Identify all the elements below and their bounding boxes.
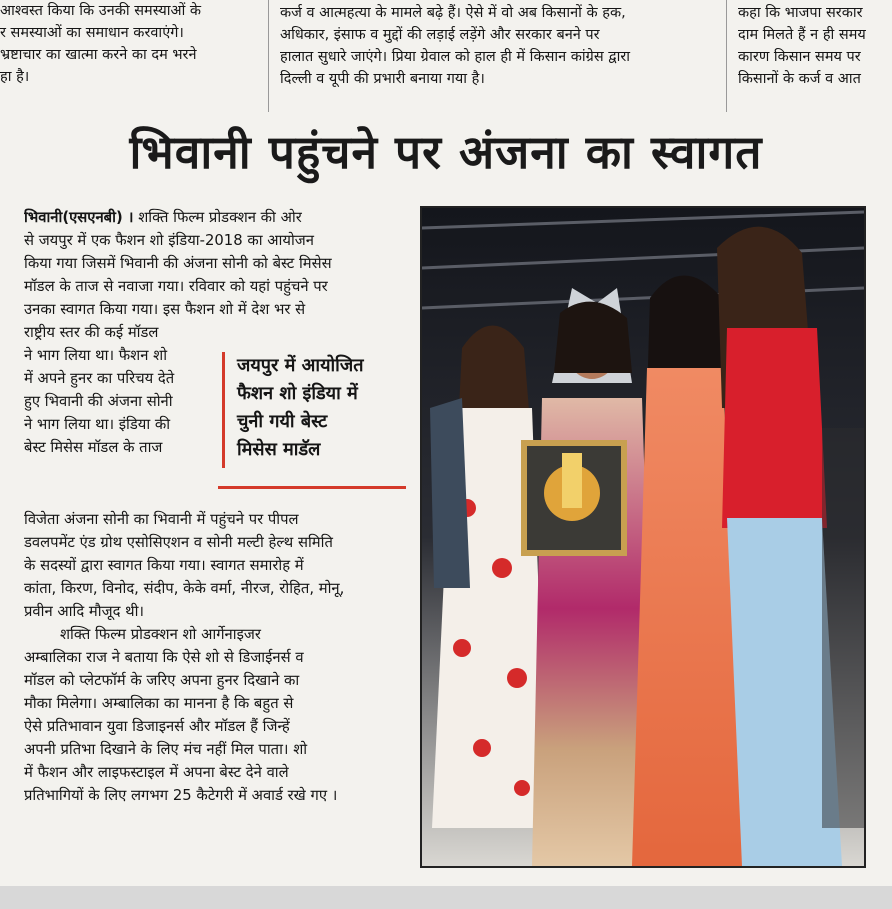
event-photo xyxy=(420,206,866,868)
text-line: में अपने हुनर का परिचय देते xyxy=(24,370,175,387)
article-body-lower xyxy=(24,508,406,807)
column-divider xyxy=(726,0,727,112)
text-line: किसानों के कर्ज व आत xyxy=(738,71,861,87)
text-line: किया गया जिसमें भिवानी की अंजना सोनी को बेस्ट मिसेस xyxy=(24,255,332,272)
text-line: विजेता अंजना सोनी का भिवानी में पहुंचने पर पीपल xyxy=(24,511,299,528)
text-line: कारण किसान समय पर xyxy=(738,49,861,65)
text-line: र समस्याओं का समाधान करवाएंगे। xyxy=(0,25,184,41)
pull-quote-rule xyxy=(218,486,406,489)
text-line: प्रवीन आदि मौजूद थी। xyxy=(24,603,145,620)
pull-quote-line: चुनी गयी बेस्ट xyxy=(237,411,328,432)
text-line: भ्रष्टाचार का खात्मा करने का दम भरने xyxy=(0,47,197,63)
text-line: दाम मिलते हैं न ही समय xyxy=(738,27,866,43)
text-line: अधिकार, इंसाफ व मुद्दों की लड़ाई लड़ेंगे और सरकार बनने पर xyxy=(280,27,600,43)
text-line: ने भाग लिया था। फैशन शो xyxy=(24,347,168,364)
text-line: राष्ट्रीय स्तर की कई मॉडल xyxy=(24,324,159,341)
pull-quote-line: फैशन शो इंडिया में xyxy=(237,383,358,404)
text-line: में फैशन और लाइफस्टाइल में अपना बेस्ट देने वाले xyxy=(24,764,289,781)
column-divider xyxy=(268,0,269,112)
text-line: हुए भिवानी की अंजना सोनी xyxy=(24,393,173,410)
prev-article-column-3 xyxy=(738,2,892,90)
text-line: उनका स्वागत किया गया। इस फैशन शो में देश भर से xyxy=(24,301,306,318)
text-line: हालात सुधारे जाएंगे। प्रिया ग्रेवाल को हाल ही में किसान कांग्रेस द्वारा xyxy=(280,49,631,65)
page-bottom-band xyxy=(0,886,892,909)
pull-quote xyxy=(222,352,425,468)
text-line: ऐसे प्रतिभावान युवा डिजाइनर्स और मॉडल हैं जिन्हें xyxy=(24,718,290,735)
text-line: शक्ति फिल्म प्रोडक्शन की ओर xyxy=(133,209,302,226)
text-line: मॉडल को प्लेटफॉर्म के जरिए अपना हुनर दिखाने का xyxy=(24,672,300,689)
text-line: आश्वस्त किया कि उनकी समस्याओं के xyxy=(0,3,202,19)
text-line: ने भाग लिया था। इंडिया की xyxy=(24,416,171,433)
text-line: डवलपमेंट एंड ग्रोथ एसोसिएशन व सोनी मल्टी हेल्थ समिति xyxy=(24,534,333,551)
article-first-line xyxy=(24,206,406,229)
text-line: कहा कि भाजपा सरकार xyxy=(738,5,863,21)
text-line: प्रतिभागियों के लिए लगभग 25 कैटेगरी में अवार्ड रखे गए । xyxy=(24,787,338,804)
text-line: के सदस्यों द्वारा स्वागत किया गया। स्वागत समारोह में xyxy=(24,557,304,574)
text-line: बेस्ट मिसेस मॉडल के ताज xyxy=(24,439,163,456)
text-line: कर्ज व आत्महत्या के मामले बढ़े हैं। ऐसे में वो अब किसानों के हक, xyxy=(280,5,626,21)
text-line: से जयपुर में एक फैशन शो इंडिया-2018 का आयोजन xyxy=(24,232,314,249)
prev-article-column-1 xyxy=(0,0,258,88)
text-line: अपनी प्रतिभा दिखाने के लिए मंच नहीं मिल पाता। शो xyxy=(24,741,308,758)
text-line: शक्ति फिल्म प्रोडक्शन शो आर्गेनाइजर xyxy=(60,626,261,643)
pull-quote-line: जयपुर में आयोजित xyxy=(237,355,364,376)
text-line: कांता, किरण, विनोद, संदीप, केके वर्मा, नीरज, रोहित, मोनू, xyxy=(24,580,345,597)
article-headline: भिवानी पहुंचने पर अंजना का स्वागत xyxy=(129,125,763,179)
text-line: मॉडल के ताज से नवाजा गया। रविवार को यहां पहुंचने पर xyxy=(24,278,328,295)
text-line: मौका मिलेगा। अम्बालिका का मानना है कि बहुत से xyxy=(24,695,294,712)
pull-quote-line: मिसेस माडॅल xyxy=(237,439,321,460)
prev-article-column-2 xyxy=(280,2,716,90)
text-line: हा है। xyxy=(0,69,30,85)
text-line: दिल्ली व यूपी की प्रभारी बनाया गया है। xyxy=(280,71,485,87)
text-line: अम्बालिका राज ने बताया कि ऐसे शो से डिजाईनर्स व xyxy=(24,649,304,666)
photo-illustration xyxy=(422,208,864,866)
dateline: भिवानी(एसएनबी) । xyxy=(24,209,134,226)
